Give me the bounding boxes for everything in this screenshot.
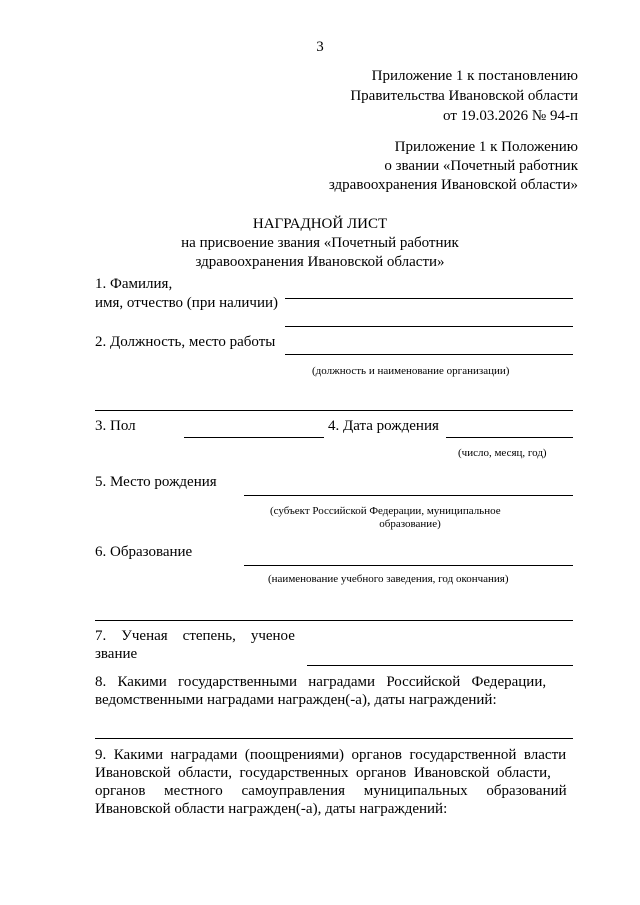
appendix-decree-line3: от 19.03.2026 № 94-п [443, 108, 578, 124]
field-7-label-line2: звание [95, 646, 138, 662]
field-1-label-line1: 1. Фамилия, [95, 276, 173, 292]
page-number: 3 [316, 39, 324, 55]
field-9-line4: Ивановской области награжден(-а), даты награждений: [95, 801, 448, 817]
title-heading: НАГРАДНОЙ ЛИСТ [252, 216, 388, 232]
field-9-line1: 9. Какими наградами (поощрениями) органов государственной власти [95, 747, 567, 763]
appendix-regulation-line3: здравоохранения Ивановской области» [328, 177, 578, 193]
field-3-label: 3. Пол [95, 418, 136, 434]
field-5-hint-line1: (субъект Российской Федерации, муниципальное [270, 505, 501, 517]
field-6-label: 6. Образование [95, 544, 193, 560]
field-8-line1: 8. Какими государственными наградами Российской Федерации, [95, 674, 547, 690]
field-2-hint: (должность и наименование организации) [312, 365, 510, 377]
field-7-label-line1: 7. Ученая степень, ученое [95, 628, 295, 644]
title-line2: на присвоение звания «Почетный работник [181, 235, 459, 251]
appendix-decree-line2: Правительства Ивановской области [350, 88, 578, 104]
field-4-hint: (число, месяц, год) [458, 447, 547, 459]
field-1-label-line2: имя, отчество (при наличии) [95, 295, 279, 311]
field-3-line [184, 437, 324, 438]
field-4-label: 4. Дата рождения [328, 418, 439, 434]
field-8-line2: ведомственными наградами награжден(-а), даты награждений: [95, 692, 497, 708]
field-6-line-1 [244, 565, 573, 566]
field-4-line [446, 437, 573, 438]
field-8-line [95, 738, 573, 739]
field-7-line [307, 665, 573, 666]
field-9-line2: Ивановской области, государственных органов Ивановской области, [95, 765, 551, 781]
field-1-line-1 [285, 298, 573, 299]
field-6-line-2 [95, 620, 573, 621]
field-2-line-2 [95, 410, 573, 411]
field-5-label: 5. Место рождения [95, 474, 217, 490]
field-5-line [244, 495, 573, 496]
title-line3: здравоохранения Ивановской области» [195, 254, 445, 270]
appendix-regulation-line2: о звании «Почетный работник [384, 158, 578, 174]
appendix-regulation-line1: Приложение 1 к Положению [394, 139, 578, 155]
field-6-hint: (наименование учебного заведения, год окончания) [268, 573, 509, 585]
field-9-line3: органов местного самоуправления муниципальных образований [95, 783, 567, 799]
field-2-line-1 [285, 354, 573, 355]
field-2-label: 2. Должность, место работы [95, 334, 276, 350]
field-5-hint-line2: образование) [379, 518, 441, 530]
field-1-line-2 [285, 326, 573, 327]
appendix-decree-line1: Приложение 1 к постановлению [371, 68, 578, 84]
